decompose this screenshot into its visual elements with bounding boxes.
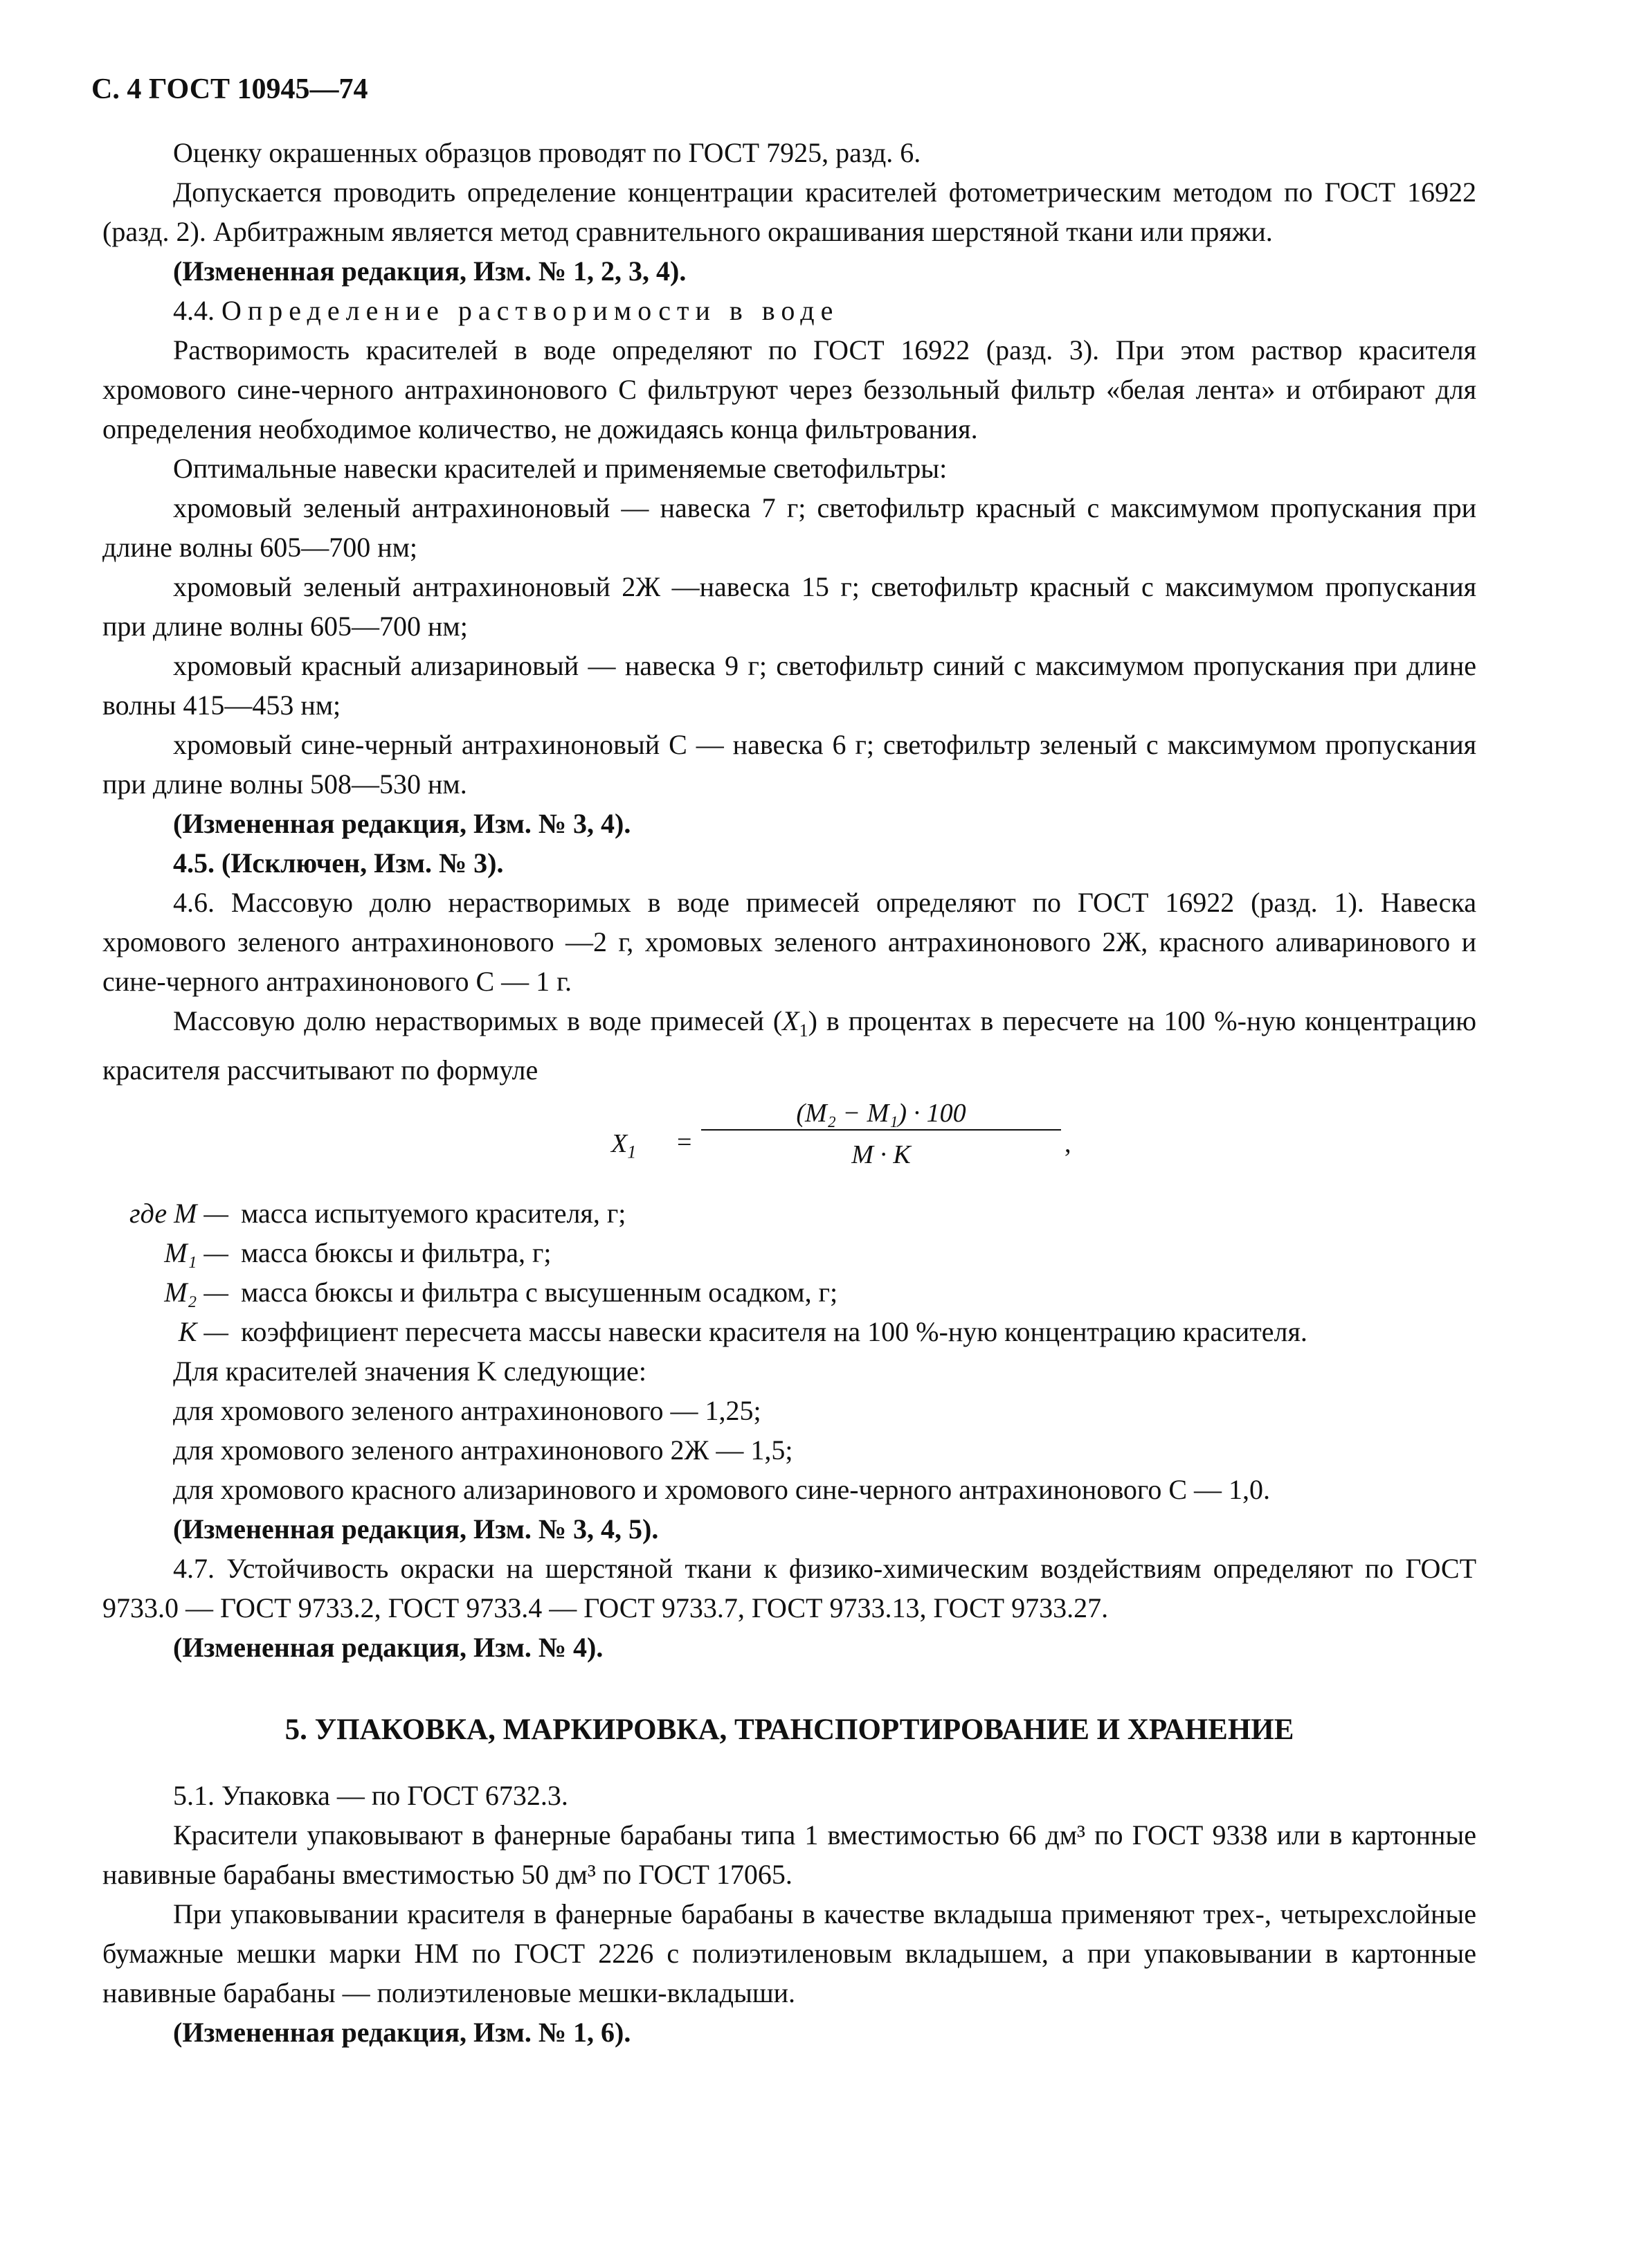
clause-number: 4.4.	[173, 295, 215, 326]
formula	[102, 1090, 1476, 1194]
paragraph: Растворимость красителей в воде определяют по ГОСТ 16922 (разд. 3). При этом раствор красителя хромового сине-черного антрахинонового С фильтруют через беззольный фильтр «белая лента» и отбирают для определения необходимое количество, не дожидаясь конца фильтрования.	[102, 334, 1476, 444]
text-fragment: ) в процентах в пересчете на 100 %-ную концентрацию красителя рассчитывают по формуле	[102, 1005, 1476, 1086]
formula-equals: =	[677, 1128, 692, 1157]
list-item: для хромового зеленого антрахинонового — 1,25;	[173, 1395, 761, 1426]
variable: X	[782, 1005, 799, 1036]
paragraph: Оценку окрашенных образцов проводят по ГОСТ 7925, разд. 6.	[173, 137, 921, 168]
definition-symbol: M₁ —	[164, 1237, 228, 1268]
variable-subscript: 1	[799, 1020, 808, 1041]
definition-text: масса бюксы и фильтра, г;	[241, 1237, 552, 1268]
formula-lhs-var: X	[611, 1129, 628, 1158]
paragraph: 4.6. Массовую долю нерастворимых в воде примесей определяют по ГОСТ 16922 (разд. 1). Навеска хромового зеленого антрахинонового —2 г, хромовых зеленого антрахинонового 2Ж, красного аливаринового и сине-черного антрахинонового С — 1 г.	[102, 887, 1476, 997]
amendment-note: (Измененная редакция, Изм. № 3, 4).	[173, 808, 631, 839]
list-item: хромовый красный ализариновый — навеска 9 г; светофильтр синий с максимумом пропускания при длине волны 415—453 нм;	[102, 650, 1476, 721]
definition-symbol: где M —	[129, 1198, 228, 1229]
definition-row	[102, 1233, 1476, 1272]
text-fragment: Массовую долю нерастворимых в воде примесей (	[173, 1005, 783, 1036]
formula-denominator: M · K	[851, 1140, 911, 1169]
definition-text: масса бюксы и фильтра с высушенным осадком, г;	[241, 1277, 838, 1308]
document-body	[102, 133, 1476, 2052]
clause-excluded: 4.5. (Исключен, Изм. № 3).	[173, 847, 504, 879]
amendment-note: (Измененная редакция, Изм. № 4).	[173, 1632, 604, 1663]
paragraph: 5.1. Упаковка — по ГОСТ 6732.3.	[173, 1780, 568, 1811]
list-item: для хромового зеленого антрахинонового 2Ж — 1,5;	[173, 1434, 793, 1466]
definition-row	[102, 1312, 1476, 1351]
paragraph: При упаковывании красителя в фанерные барабаны в качестве вкладыша применяют трех-, четырехслойные бумажные мешки марки НМ по ГОСТ 2226 с полиэтиленовым вкладышем, а при упаковывании в картонные навивные барабаны — полиэтиленовые мешки-вкладыши.	[102, 1898, 1476, 2008]
page-header: С. 4 ГОСТ 10945—74	[91, 73, 368, 105]
formula-numerator: (M₂ − M₁) · 100	[796, 1099, 966, 1128]
paragraph: Красители упаковывают в фанерные барабаны типа 1 вместимостью 66 дм³ по ГОСТ 9338 или в картонные навивные барабаны вместимостью 50 дм³ по ГОСТ 17065.	[102, 1819, 1476, 1890]
definition-symbol: M₂ —	[164, 1277, 228, 1308]
paragraph: Оптимальные навески красителей и применяемые светофильтры:	[173, 453, 948, 484]
amendment-note: (Измененная редакция, Изм. № 3, 4, 5).	[173, 1513, 659, 1545]
paragraph: 4.7. Устойчивость окраски на шерстяной ткани к физико-химическим воздействиям определяют по ГОСТ 9733.0 — ГОСТ 9733.2, ГОСТ 9733.4 — ГОСТ 9733.7, ГОСТ 9733.13, ГОСТ 9733.27.	[102, 1553, 1476, 1623]
paragraph	[102, 1001, 1476, 1090]
section-heading: 5. УПАКОВКА, МАРКИРОВКА, ТРАНСПОРТИРОВАНИЕ И ХРАНЕНИЕ	[284, 1713, 1294, 1746]
definition-row	[102, 1272, 1476, 1312]
paragraph: Для красителей значения K следующие:	[173, 1356, 646, 1387]
paragraph: Допускается проводить определение концентрации красителей фотометрическим методом по ГОСТ 16922 (разд. 2). Арбитражным является метод сравнительного окрашивания шерстяной ткани или пряжи.	[102, 177, 1476, 247]
definition-row	[102, 1194, 1476, 1233]
list-item: хромовый зеленый антрахиноновый — навеска 7 г; светофильтр красный с максимумом пропускания при длине волны 605—700 нм;	[102, 492, 1476, 563]
amendment-note: (Измененная редакция, Изм. № 1, 2, 3, 4).	[173, 255, 687, 287]
definition-text: масса испытуемого красителя, г;	[241, 1198, 626, 1229]
amendment-note: (Измененная редакция, Изм. № 1, 6).	[173, 2017, 631, 2048]
definition-text: коэффициент пересчета массы навески красителя на 100 %-ную концентрацию красителя.	[241, 1316, 1307, 1347]
list-item: хромовый сине-черный антрахиноновый С — навеска 6 г; светофильтр зеленый с максимумом пропускания при длине волны 508—530 нм.	[102, 729, 1476, 800]
clause-title: Определение растворимости в воде	[221, 295, 840, 326]
clause-heading	[102, 291, 1476, 330]
formula-comma: ,	[1065, 1129, 1071, 1158]
formula-lhs	[611, 1124, 636, 1172]
fraction-bar	[701, 1129, 1061, 1131]
list-item: хромовый зеленый антрахиноновый 2Ж —навеска 15 г; светофильтр красный с максимумом пропускания при длине волны 605—700 нм;	[102, 571, 1476, 642]
list-item: для хромового красного ализаринового и хромового сине-черного антрахинонового С — 1,0.	[173, 1474, 1271, 1505]
formula-lhs-sub: 1	[627, 1142, 637, 1162]
definition-symbol: K —	[178, 1316, 228, 1347]
